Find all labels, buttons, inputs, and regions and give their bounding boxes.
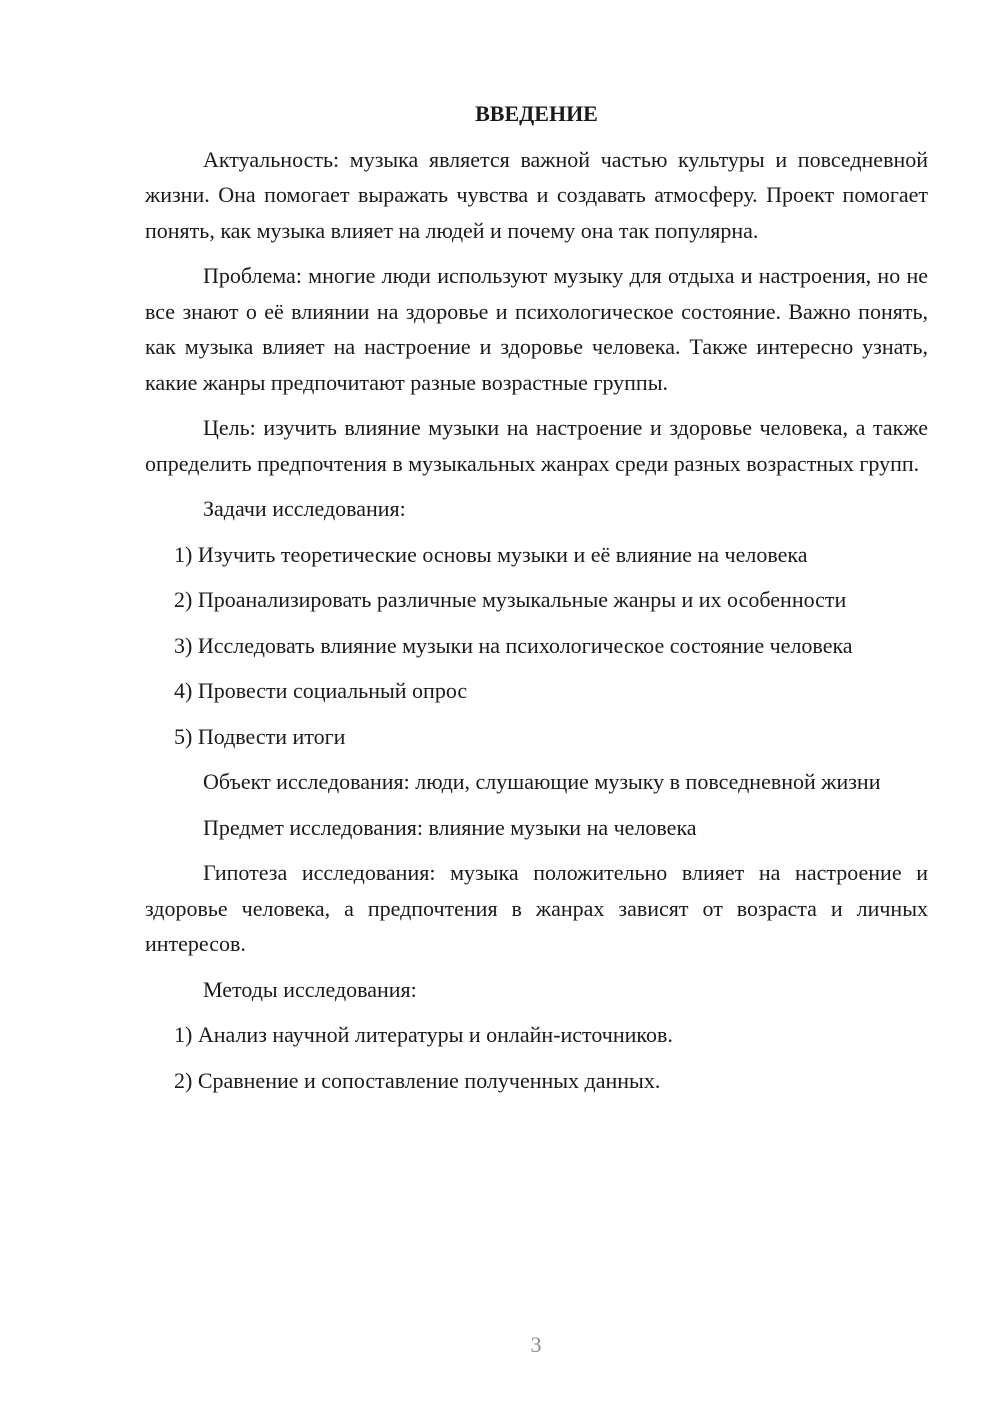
methods-heading: Методы исследования:	[203, 976, 417, 1002]
task-item: 3) Исследовать влияние музыки на психологическое состояние человека	[174, 632, 853, 658]
method-item: 1) Анализ научной литературы и онлайн-источников.	[174, 1022, 673, 1047]
problem-paragraph: Проблема: многие люди используют музыку для отдыха и настроения, но не все знают о её влиянии на здоровье и психологическое состояние. Важно понять, как музыка влияет на настроение и здоровье человека. Также интересно узнать, какие жанры предпочитают разные возрастные группы.	[145, 263, 928, 395]
task-item: 5) Подвести итоги	[174, 723, 346, 749]
tasks-heading: Задачи исследования:	[203, 496, 406, 521]
subject-paragraph: Предмет исследования: влияние музыки на человека	[203, 814, 697, 840]
relevance-paragraph: Актуальность: музыка является важной частью культуры и повседневной жизни. Она помогает выражать чувства и создавать атмосферу. Проект помогает понять, как музыка влияет на людей и почему она так популярна.	[145, 146, 928, 243]
task-item: 4) Провести социальный опрос	[174, 678, 468, 703]
page-number: 3	[530, 1332, 542, 1357]
section-title: ВВЕДЕНИЕ	[475, 101, 598, 126]
object-paragraph: Объект исследования: люди, слушающие музыку в повседневной жизни	[203, 769, 881, 794]
task-item: 2) Проанализировать различные музыкальные жанры и их особенности	[174, 587, 847, 612]
goal-paragraph: Цель: изучить влияние музыки на настроение и здоровье человека, а также определить предпочтения в музыкальных жанрах среди разных возрастных групп.	[145, 415, 928, 476]
task-item: 1) Изучить теоретические основы музыки и её влияние на человека	[174, 541, 808, 567]
method-item: 2) Сравнение и сопоставление полученных данных.	[174, 1067, 661, 1093]
hypothesis-paragraph: Гипотеза исследования: музыка положительно влияет на настроение и здоровье человека, а предпочтения в жанрах зависят от возраста и личных интересов.	[145, 860, 928, 956]
document-page	[145, 96, 928, 1108]
